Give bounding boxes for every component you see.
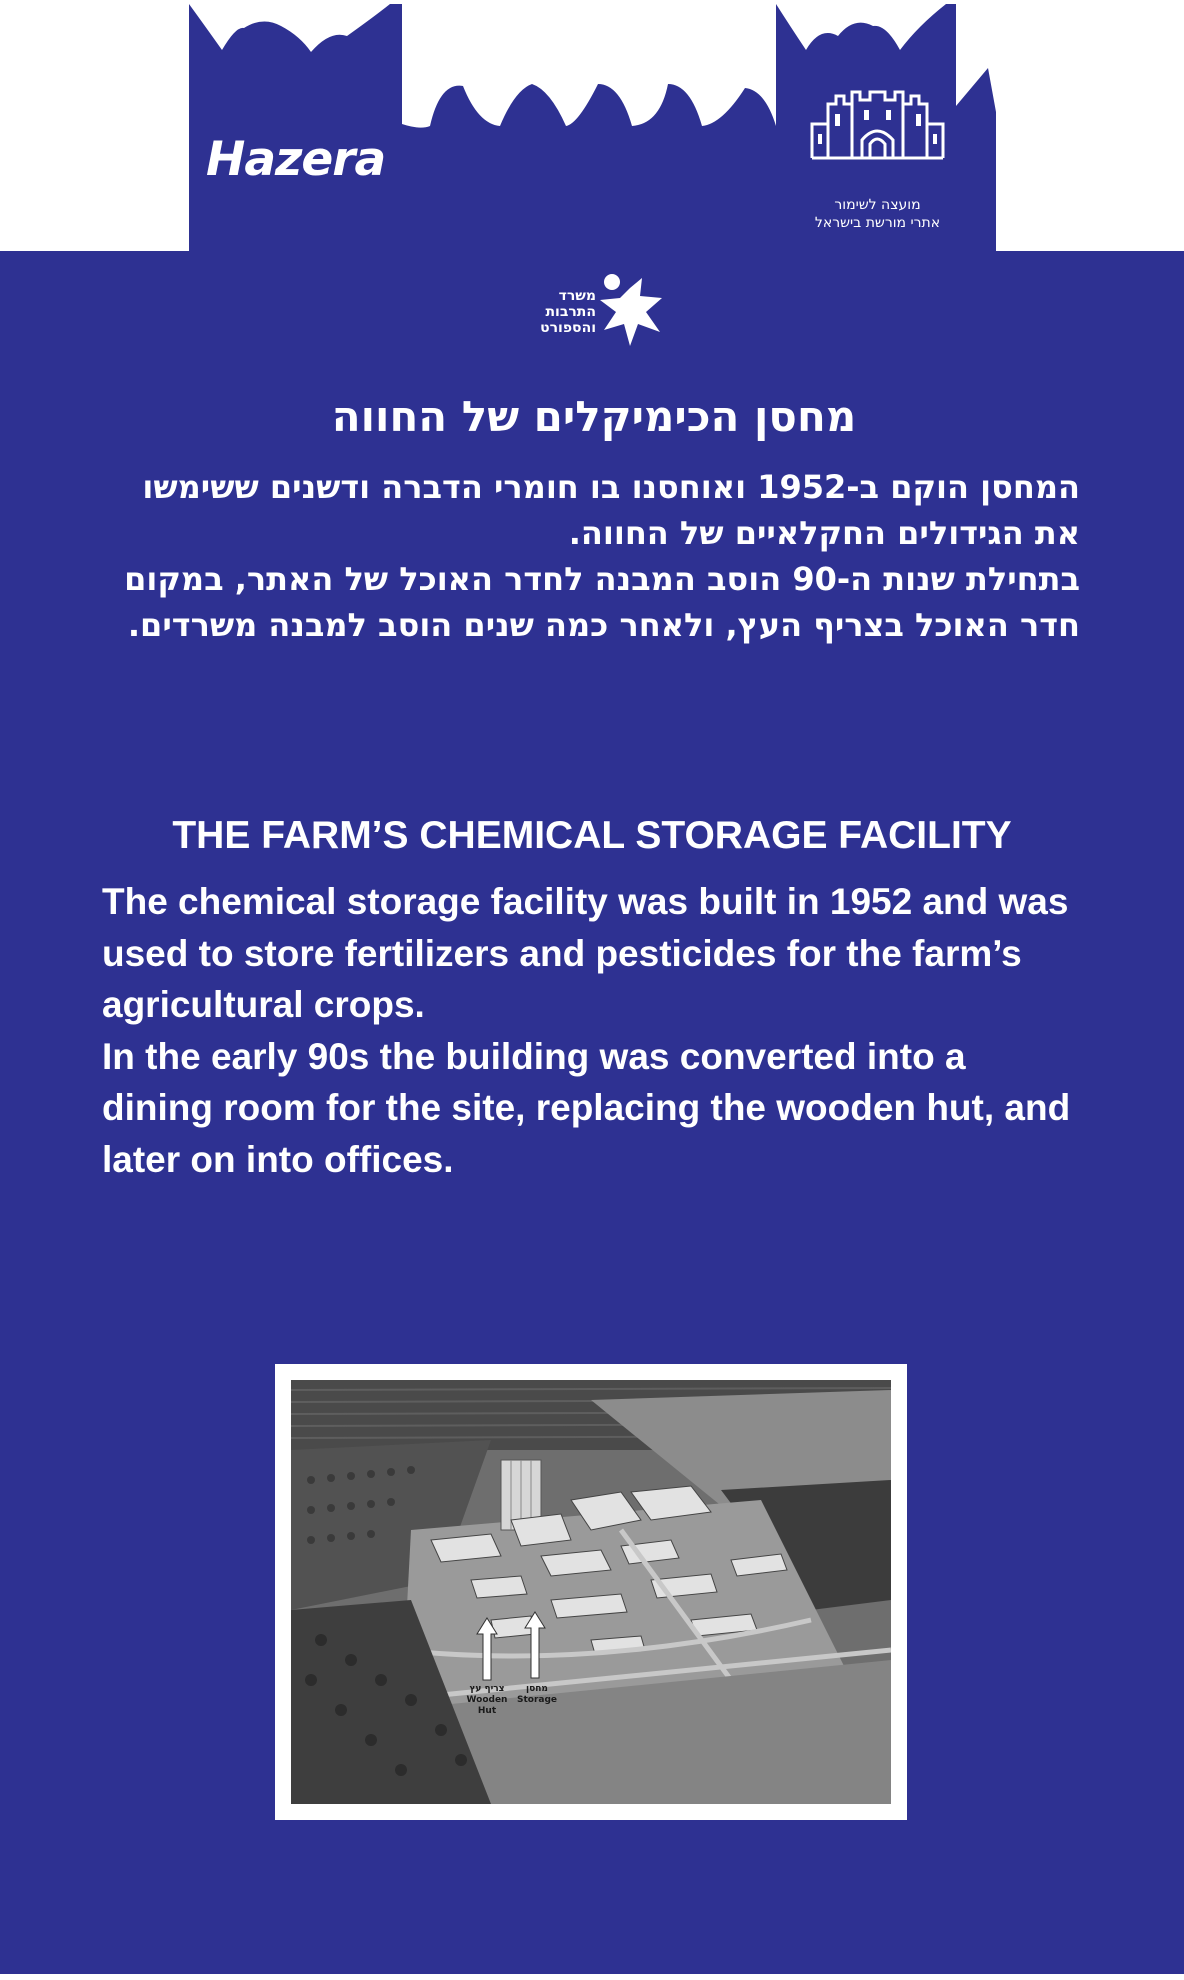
ministry-line-1: משרד <box>558 288 596 304</box>
wooden-hut-label <box>459 1684 515 1717</box>
ministry-line-2: התרבות <box>545 304 596 320</box>
hebrew-paragraph-2: בתחילת שנות ה-90 הוסב המבנה לחדר האוכל של האתר, במקום חדר האוכל בצריף העץ, ולאחר כמה שנים הוסב למבנה משרדים. <box>124 560 1080 644</box>
ministry-line-3: והספורט <box>540 320 596 336</box>
english-paragraph-2: In the early 90s the building was converted into a dining room for the site, replacing the wooden hut, and later on into offices. <box>102 1035 1071 1180</box>
storage-label-he: מחסן <box>526 1684 548 1694</box>
wooden-hut-label-en: Wooden Hut <box>466 1695 508 1716</box>
council-line-1: מועצה לשימור <box>834 197 921 213</box>
aerial-photo <box>291 1380 891 1804</box>
english-paragraph-1: The chemical storage facility was built in 1952 and was used to store fertilizers and pesticides for the farm’s agricultural crops. <box>102 881 1069 1025</box>
hebrew-body <box>100 464 1080 648</box>
star-figure-icon <box>590 268 670 356</box>
storage-label-en: Storage <box>516 1695 558 1705</box>
english-title: THE FARM’S CHEMICAL STORAGE FACILITY <box>172 814 1012 857</box>
hazera-logo: Hazera <box>206 132 386 187</box>
council-logo-text <box>790 196 965 232</box>
storage-label <box>509 1684 565 1706</box>
ministry-logo-text <box>500 288 596 336</box>
wooden-hut-label-he: צריף עץ <box>469 1684 505 1694</box>
council-line-2: אתרי מורשת בישראל <box>814 215 941 231</box>
photo-frame <box>275 1364 907 1820</box>
bottom-edge-line <box>0 1974 1184 1980</box>
aerial-photo-drawing <box>291 1380 891 1804</box>
hebrew-title: מחסן הכימיקלים של החווה <box>331 392 857 441</box>
hebrew-paragraph-1: המחסן הוקם ב-1952 ואוחסנו בו חומרי הדברה ודשנים ששימשו את הגידולים החקלאיים של החווה. <box>142 468 1080 552</box>
english-body <box>102 876 1082 1185</box>
